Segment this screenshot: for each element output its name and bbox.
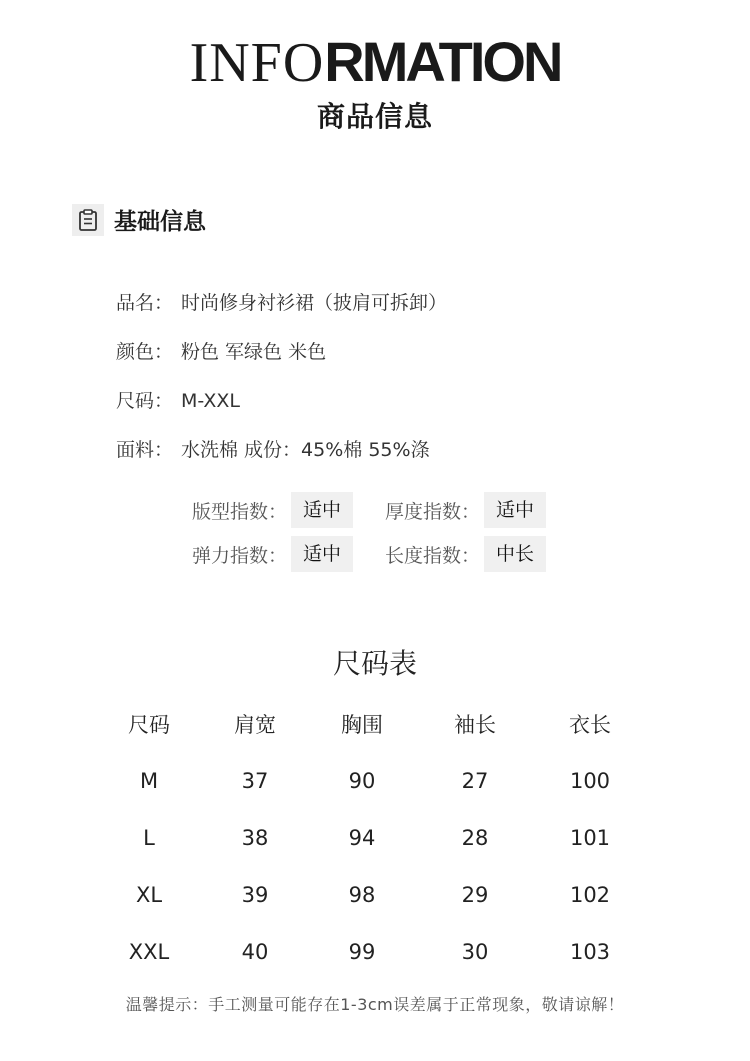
product-info [116, 288, 447, 484]
table-cell: 100 [569, 768, 611, 793]
index-label: 长度指数： [385, 544, 481, 567]
brand-title-bold: RMATION [324, 30, 561, 93]
table-cell: XL [135, 882, 163, 907]
table-cell: 99 [348, 939, 376, 964]
size-chart-table [93, 695, 649, 980]
column-header: 袖长 [454, 712, 496, 737]
index-label: 厚度指数： [385, 500, 481, 523]
table-cell: M [139, 768, 159, 793]
info-row-color [116, 337, 447, 386]
table-cell: 98 [348, 882, 376, 907]
table-cell: 38 [241, 825, 269, 850]
table-row [93, 866, 649, 923]
table-cell: 102 [569, 882, 611, 907]
info-value: 粉色 军绿色 米色 [181, 341, 327, 363]
clipboard-icon [72, 204, 104, 236]
size-chart-title: 尺码表 [332, 647, 417, 680]
info-value: 水洗棉 成份：45%棉 55%涤 [181, 439, 430, 461]
column-header: 衣长 [569, 712, 611, 737]
table-row [93, 923, 649, 980]
info-row-fabric [116, 435, 447, 484]
table-cell: 90 [348, 768, 376, 793]
brand-title-light: INFO [189, 32, 325, 94]
info-row-size [116, 386, 447, 435]
table-cell: 39 [241, 882, 269, 907]
table-cell: 40 [241, 939, 269, 964]
page-header [0, 32, 750, 135]
section-title: 基础信息 [114, 209, 206, 235]
info-row-name [116, 288, 447, 337]
section-heading [72, 203, 206, 236]
column-header: 胸围 [341, 712, 383, 737]
index-label: 弹力指数： [192, 544, 288, 567]
table-cell: 30 [461, 939, 489, 964]
indices-row [192, 488, 578, 532]
table-cell: 29 [461, 882, 489, 907]
index-fit [192, 492, 353, 528]
measurement-note: 温馨提示：手工测量可能存在1-3cm误差属于正常现象，敬请谅解！ [125, 995, 625, 1014]
info-key: 颜色： [116, 341, 174, 363]
brand-title [0, 32, 750, 93]
fit-indices [192, 488, 578, 576]
table-cell: 101 [569, 825, 611, 850]
index-elasticity [192, 536, 353, 572]
table-cell: XXL [128, 939, 170, 964]
table-row [93, 752, 649, 809]
table-row [93, 809, 649, 866]
info-key: 品名： [116, 292, 174, 314]
index-length [385, 536, 546, 572]
page-subtitle: 商品信息 [316, 100, 433, 133]
index-value: 适中 [291, 536, 353, 572]
indices-row [192, 532, 578, 576]
info-key: 尺码： [116, 390, 174, 412]
info-value: 时尚修身衬衫裙（披肩可拆卸） [181, 292, 448, 314]
table-header-row [93, 695, 649, 752]
table-cell: 103 [569, 939, 611, 964]
table-cell: 94 [348, 825, 376, 850]
table-cell: L [143, 825, 155, 850]
index-label: 版型指数： [192, 500, 288, 523]
table-cell: 28 [461, 825, 489, 850]
index-thickness [385, 492, 546, 528]
column-header: 尺码 [128, 712, 170, 737]
index-value: 适中 [484, 492, 546, 528]
table-cell: 27 [461, 768, 489, 793]
info-key: 面料： [116, 439, 174, 461]
index-value: 适中 [291, 492, 353, 528]
index-value: 中长 [484, 536, 546, 572]
table-cell: 37 [241, 768, 269, 793]
info-value: M-XXL [181, 390, 240, 412]
column-header: 肩宽 [234, 712, 276, 737]
